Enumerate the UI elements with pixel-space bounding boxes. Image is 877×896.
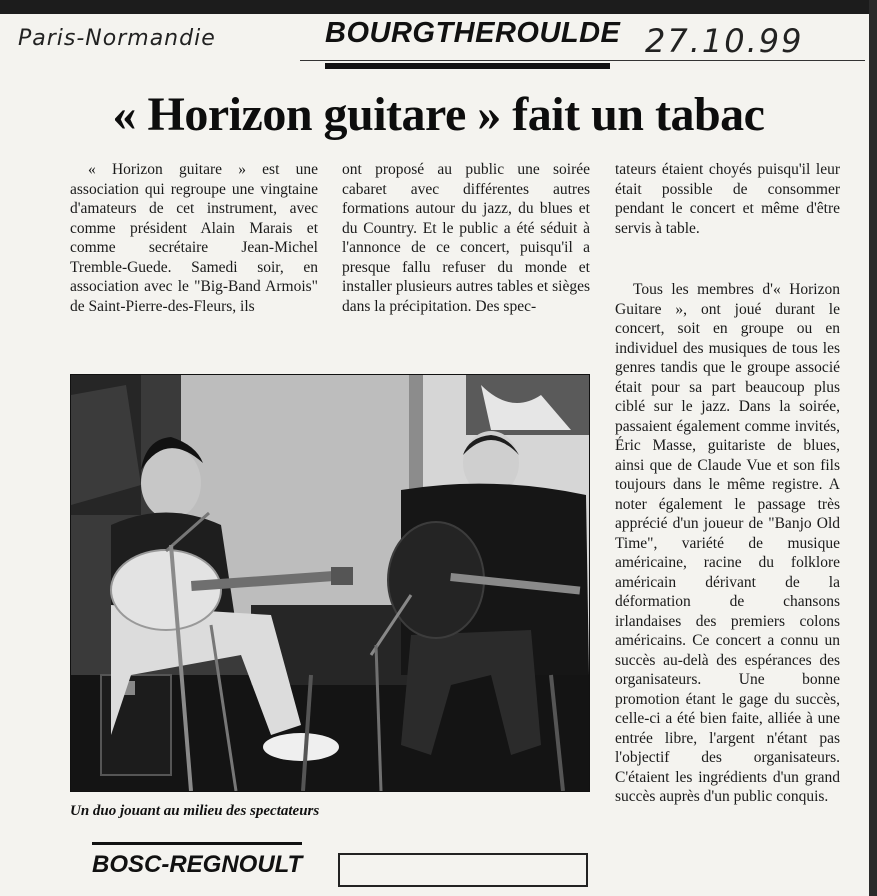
bottom-section-rule bbox=[92, 842, 302, 845]
article-headline: « Horizon guitare » fait un tabac bbox=[112, 88, 765, 141]
bottom-frame-box bbox=[338, 853, 588, 887]
article-column-3-paragraph-2: Tous les membres d'« Horizon Guitare », ont joué durant le concert, soit en groupe ou en individuel des musiques de tous les genres tandis que le groupe associé était pour sa part beaucoup plus ciblé sur le jazz. Dans la soirée, passaient également comme invités, Éric Masse, guitariste de blues, ainsi que de Claude Vue et son fils toujours dans le même registre. A noter également le passage très apprécié d'un joueur de "Banjo Old Time", variété de musique américaine, racine du folklore américain dérivant de la déformation de chansons irlandaises des premiers colons américains. Ce concert a connu un succès au-delà des espérances des organisateurs. Une bonne promotion étant le gage du succès, celle-ci a été bien faite, alliée à une entrée libre, l'argent n'étant pas l'objectif des organisateurs. C'étaient les ingrédients d'un grand succès auprès d'un public conquis. bbox=[615, 281, 840, 805]
article-column-3-paragraph-1: tateurs étaient choyés puisqu'il leur était possible de consommer pendant le concert et même d'être servis à table. bbox=[615, 161, 840, 237]
concert-photo bbox=[70, 374, 590, 792]
section-underline bbox=[325, 63, 610, 69]
section-label: BOURGTHEROULDE bbox=[325, 17, 621, 49]
photo-caption: Un duo jouant au milieu des spectateurs bbox=[70, 803, 320, 819]
handwritten-date: 27.10.99 bbox=[645, 22, 804, 60]
handwritten-source-note: Paris-Normandie bbox=[18, 26, 216, 51]
article-column-2: ont proposé au public une soirée cabaret avec différentes autres formations autour du jazz, du blues et du Country. Et le public a été séduit à l'annonce de ce concert, puisqu'il a presque fallu refuser du monde et installer plusieurs autres tables et sièges dans la précipitation. Des spec- bbox=[342, 161, 590, 315]
header-rule bbox=[300, 60, 865, 61]
next-section-label: BOSC-REGNOULT bbox=[92, 851, 303, 878]
scan-top-edge bbox=[0, 0, 877, 14]
article-column-1: « Horizon guitare » est une association qui regroupe une vingtaine d'amateurs de cet instrument, avec comme président Alain Marais et comme secrétaire Jean-Michel Tremble-Guede. Samedi soir, en association avec le "Big-Band Armois" de Saint-Pierre-des-Fleurs, ils bbox=[70, 161, 318, 315]
